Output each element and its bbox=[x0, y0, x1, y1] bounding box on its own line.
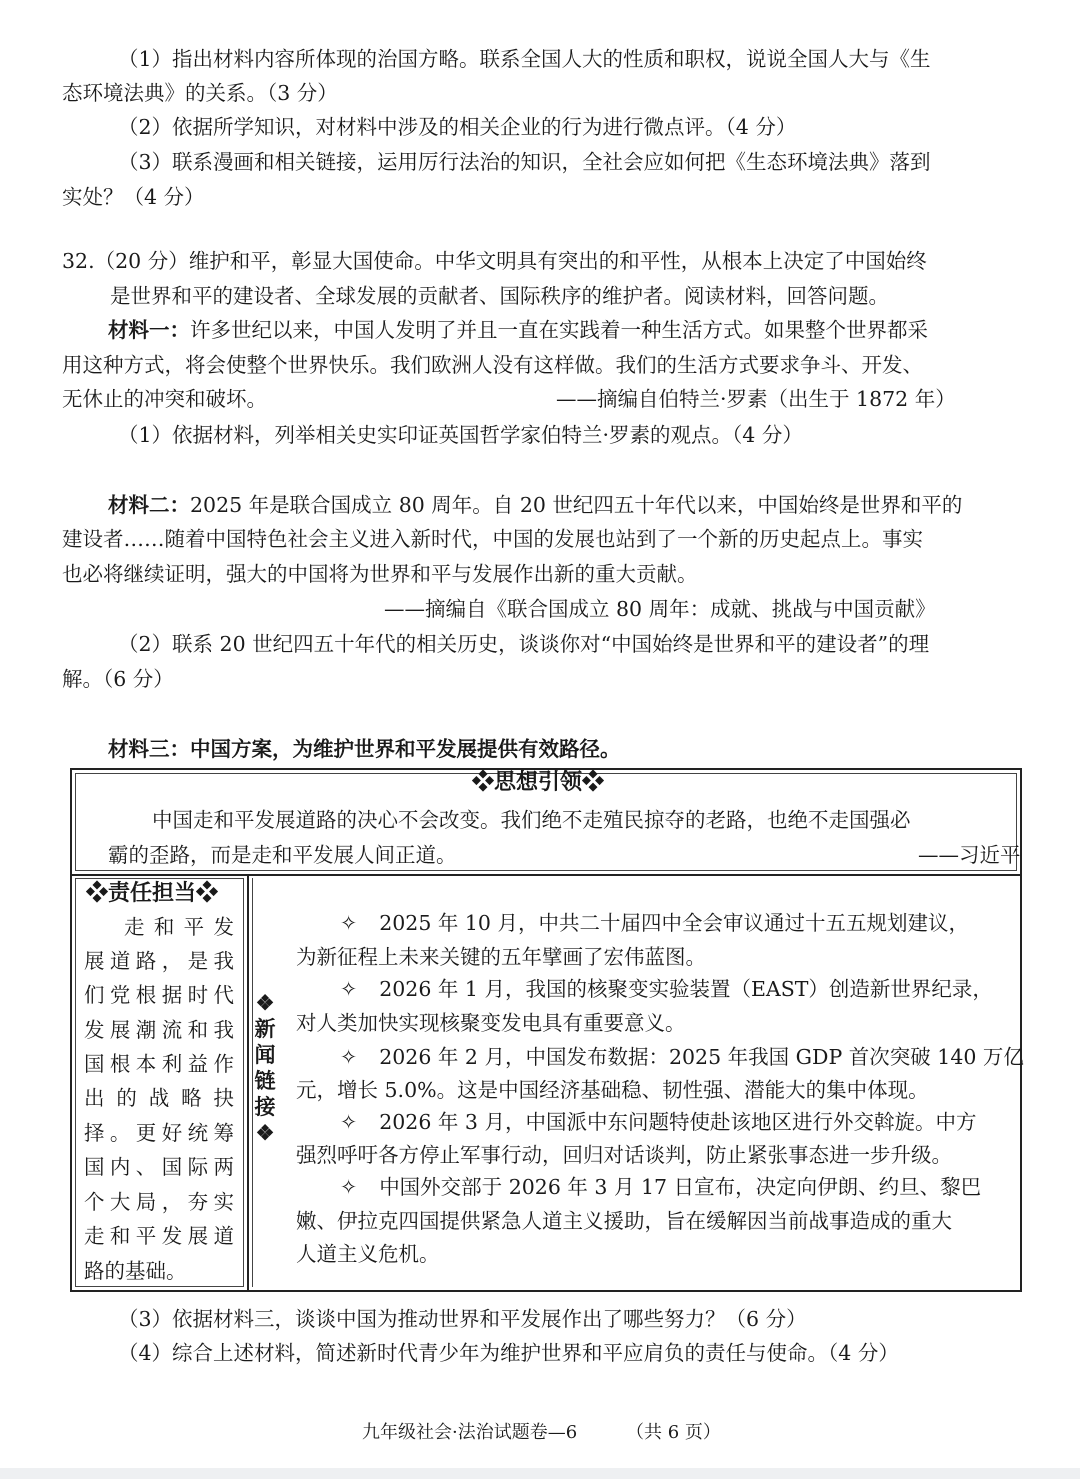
material1-text: 许多世纪以来，中国人发明了并且一直在实践着一种生活方式。如果整个世界都采 bbox=[190, 318, 928, 342]
news-item-5-line2: 嫩、伊拉克四国提供紧急人道主义援助，旨在缓解因当前战事造成的重大 bbox=[296, 1209, 952, 1233]
q31-sub3-line2: 实处？（4 分） bbox=[62, 185, 205, 209]
news-label-char: 接 bbox=[254, 1094, 276, 1119]
thought-line1: 中国走和平发展道路的决心不会改变。我们绝不走殖民掠夺的老路，也绝不走国强必 bbox=[152, 808, 911, 832]
responsibility-line: 个大局，夯实 bbox=[84, 1190, 234, 1214]
responsibility-line: 国根本利益作 bbox=[84, 1052, 234, 1076]
news-label-char: 链 bbox=[254, 1068, 276, 1093]
material1-label: 材料一： bbox=[108, 318, 190, 342]
material2-line2: 建设者……随着中国特色社会主义进入新时代，中国的发展也站到了一个新的历史起点上。事实 bbox=[62, 527, 923, 551]
material2-question-line2: 解。（6 分） bbox=[62, 667, 174, 691]
q31-sub2: （2）依据所学知识，对材料中涉及的相关企业的行为进行微点评。（4 分） bbox=[118, 115, 797, 139]
responsibility-title: ❖责任担当❖ bbox=[86, 880, 219, 906]
news-item-text: 中国外交部于 2026 年 3 月 17 日宣布，决定向伊朗、约旦、黎巴 bbox=[379, 1175, 982, 1199]
material2-line1 bbox=[108, 488, 962, 522]
material2-source: ——摘编自《联合国成立 80 周年：成就、挑战与中国贡献》 bbox=[384, 597, 936, 621]
news-item-5-line1 bbox=[340, 1170, 981, 1204]
thought-title: ❖思想引领❖ bbox=[472, 769, 605, 795]
material1-line2: 用这种方式，将会使整个世界快乐。我们欧洲人没有这样做。我们的生活方式要求争斗、开发、 bbox=[62, 353, 923, 377]
material2-line3: 也必将继续证明，强大的中国将为世界和平与发展作出新的重大贡献。 bbox=[62, 562, 698, 586]
material3-text: 中国方案，为维护世界和平发展提供有效路径。 bbox=[190, 737, 621, 761]
material2-label: 材料二： bbox=[108, 493, 190, 517]
q32-intro-line1: 32.（20 分）维护和平，彰显大国使命。中华文明具有突出的和平性，从根本上决定了中国始终 bbox=[62, 249, 927, 273]
news-link-label bbox=[250, 990, 280, 1146]
diamond-bullet-icon: ✧ bbox=[340, 1045, 358, 1069]
news-label-char: 新 bbox=[254, 1016, 276, 1041]
news-item-4-line2: 强烈呼吁各方停止军事行动，回归对话谈判，防止紧张事态进一步升级。 bbox=[296, 1143, 952, 1167]
news-item-3-line1 bbox=[340, 1040, 1024, 1074]
news-item-5-line3: 人道主义危机。 bbox=[296, 1242, 440, 1266]
responsibility-line: 走和平发展道 bbox=[84, 1224, 234, 1248]
responsibility-line: 国内、国际两 bbox=[84, 1155, 234, 1179]
news-item-text: 2026 年 3 月，中国派中东问题特使赴该地区进行外交斡旋。中方 bbox=[379, 1110, 977, 1134]
bottom-edge bbox=[0, 1468, 1080, 1479]
material3-label: 材料三： bbox=[108, 737, 190, 761]
diamond-bullet-icon: ✧ bbox=[340, 1175, 358, 1199]
material2-question-line1: （2）联系 20 世纪四五十年代的相关历史，谈谈你对“中国始终是世界和平的建设者”的理 bbox=[118, 632, 930, 656]
q31-sub1-line1: （1）指出材料内容所体现的治国方略。联系全国人大的性质和职权，说说全国人大与《生 bbox=[118, 47, 931, 71]
responsibility-line: 展道路，是我 bbox=[84, 949, 234, 973]
q31-sub3-line1: （3）联系漫画和相关链接，运用厉行法治的知识，全社会应如何把《生态环境法典》落到 bbox=[118, 150, 931, 174]
responsibility-line: 路的基础。 bbox=[84, 1259, 187, 1283]
news-item-2-line1 bbox=[340, 972, 993, 1006]
box-vertical-divider bbox=[247, 876, 249, 1290]
responsibility-line: 择。更好统筹 bbox=[84, 1121, 234, 1145]
q32-sub4: （4）综合上述材料，简述新时代青少年为维护世界和平应肩负的责任与使命。（4 分） bbox=[118, 1341, 899, 1365]
footer-title: 九年级社会·法治试题卷—6 bbox=[362, 1422, 578, 1443]
thought-line2: 霸的歪路，而是走和平发展人间正道。 bbox=[108, 843, 457, 867]
material1-line3: 无休止的冲突和破坏。 bbox=[62, 387, 267, 411]
q32-intro-line2: 是世界和平的建设者、全球发展的贡献者、国际秩序的维护者。阅读材料，回答问题。 bbox=[110, 284, 889, 308]
material1-line1 bbox=[108, 313, 928, 347]
q31-sub1-line2: 态环境法典》的关系。（3 分） bbox=[62, 81, 338, 105]
material2-text: 2025 年是联合国成立 80 周年。自 20 世纪四五十年代以来，中国始终是世界和平的 bbox=[190, 493, 963, 517]
news-item-2-line2: 对人类加快实现核聚变发电具有重要意义。 bbox=[296, 1011, 686, 1035]
material1-question: （1）依据材料，列举相关史实印证英国哲学家伯特兰·罗素的观点。（4 分） bbox=[118, 423, 803, 447]
thought-source: ——习近平 bbox=[918, 843, 1021, 867]
responsibility-line: 发展潮流和我 bbox=[84, 1018, 234, 1042]
news-item-1-line1 bbox=[340, 906, 969, 940]
news-label-char: ❖ bbox=[255, 990, 275, 1015]
news-item-text: 2025 年 10 月，中共二十届四中全会审议通过十五五规划建议， bbox=[379, 911, 969, 935]
news-item-1-line2: 为新征程上未来关键的五年擘画了宏伟蓝图。 bbox=[296, 945, 706, 969]
news-item-3-line2: 元，增长 5.0%。这是中国经济基础稳、韧性强、潜能大的集中体现。 bbox=[296, 1078, 929, 1102]
responsibility-line: 们党根据时代 bbox=[84, 983, 234, 1007]
material3-line bbox=[108, 732, 621, 766]
footer-page-count: （共 6 页） bbox=[626, 1422, 721, 1443]
material1-source: ——摘编自伯特兰·罗素（出生于 1872 年） bbox=[556, 387, 956, 411]
diamond-bullet-icon: ✧ bbox=[340, 1110, 358, 1134]
diamond-bullet-icon: ✧ bbox=[340, 911, 358, 935]
news-label-char: ❖ bbox=[255, 1120, 275, 1145]
responsibility-line: 出的战略抉 bbox=[84, 1086, 234, 1110]
diamond-bullet-icon: ✧ bbox=[340, 977, 358, 1001]
news-item-text: 2026 年 2 月，中国发布数据：2025 年我国 GDP 首次突破 140 万亿 bbox=[379, 1045, 1024, 1069]
responsibility-line: 走和平发 bbox=[124, 915, 234, 939]
news-item-4-line1 bbox=[340, 1105, 976, 1139]
news-item-text: 2026 年 1 月，我国的核聚变实验装置（EAST）创造新世界纪录， bbox=[379, 977, 993, 1001]
news-label-char: 闻 bbox=[254, 1042, 276, 1067]
q32-sub3: （3）依据材料三，谈谈中国为推动世界和平发展作出了哪些努力？（6 分） bbox=[118, 1307, 807, 1331]
